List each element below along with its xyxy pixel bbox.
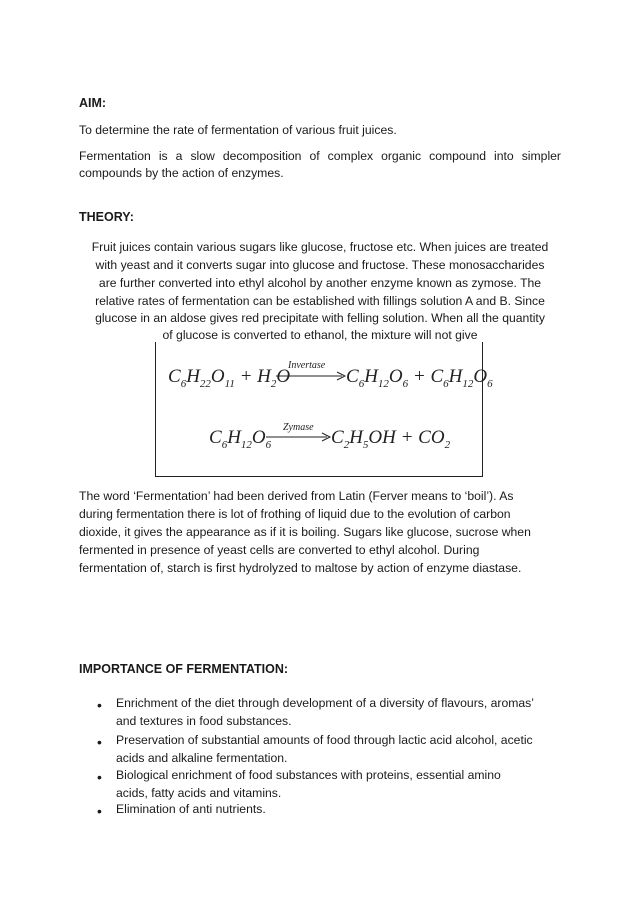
importance-item-3-line-1: Biological enrichment of food substances with proteins, essential amino: [116, 768, 501, 782]
bullet-icon: •: [97, 734, 102, 750]
definition-line-1: Fermentation is a slow decomposition of complex organic compound into simpler: [79, 149, 561, 163]
importance-item-2-line-1: Preservation of substantial amounts of food through lactic acid alcohol, acetic: [116, 733, 533, 747]
svg-text:C6H12O6 + C6H12O6: $C_6H_{12}O_6 + C_6H_{12}O_6$: [346, 366, 493, 390]
reaction-equations-figure: [155, 342, 493, 477]
importance-item-1-line-1: Enrichment of the diet through development of a diversity of flavours, aromas’: [116, 696, 534, 710]
importance-item-1-line-2: and textures in food substances.: [116, 714, 292, 728]
equation-sucrose-hydrolysis: [168, 360, 493, 390]
theory-heading: THEORY:: [79, 210, 134, 224]
importance-item-4-line-1: Elimination of anti nutrients.: [116, 802, 266, 816]
bullet-icon: •: [97, 803, 102, 819]
theory-line-2: with yeast and it converts sugar into glucose and fructose. These monosaccharides: [95, 258, 545, 272]
theory-line-6: of glucose is converted to ethanol, the mixture will not give: [162, 328, 478, 342]
aim-heading: AIM:: [79, 96, 107, 110]
theory-line-4: relative rates of fermentation can be established with fillings solution A and B. Since: [95, 294, 545, 308]
invertase-label: Invertase: [288, 360, 326, 371]
svg-text:C6H22O11 + H2O: $C_6H_{22}O_{11} + H_2O$: [168, 366, 291, 390]
theory-line-1: Fruit juices contain various sugars like glucose, fructose etc. When juices are treated: [91, 240, 549, 254]
theory-line-5: glucose in an aldose gives red precipitate with felling solution. When all the quantity: [95, 311, 545, 325]
paragraph-line-3: dioxide, it gives the appearance as if it is boiling. Sugars like glucose, sucrose when: [79, 525, 531, 539]
bullet-icon: •: [97, 697, 102, 713]
aim-text: To determine the rate of fermentation of various fruit juices.: [79, 123, 397, 137]
paragraph-line-2: during fermentation there is lot of frothing of liquid due to the evolution of carbon: [79, 507, 511, 521]
importance-item-2-line-2: acids and alkaline fermentation.: [116, 751, 288, 765]
paragraph-line-5: fermentation of, starch is first hydrolyzed to maltose by action of enzyme diastase.: [79, 561, 522, 575]
bullet-icon: •: [97, 769, 102, 785]
paragraph-line-1: The word ‘Fermentation’ had been derived from Latin (Ferver means to ‘boil’). As: [79, 489, 514, 503]
definition-line-2: compounds by the action of enzymes.: [79, 166, 284, 180]
importance-heading: IMPORTANCE OF FERMENTATION:: [79, 662, 289, 676]
paragraph-line-4: fermented in presence of yeast cells are converted to ethyl alcohol. During: [79, 543, 480, 557]
zymase-label: Zymase: [283, 422, 314, 433]
importance-item-3-line-2: acids, fatty acids and vitamins.: [116, 786, 282, 800]
svg-text:C6H12O6: $C_6H_{12}O_6$: [209, 427, 272, 451]
svg-text:C2H5OH + CO2: $C_2H_5OH + CO_2$: [331, 427, 451, 451]
equation-glucose-fermentation: [209, 422, 451, 451]
theory-line-3: are further converted into ethyl alcohol by another enzyme known as zymose. The: [98, 276, 542, 290]
